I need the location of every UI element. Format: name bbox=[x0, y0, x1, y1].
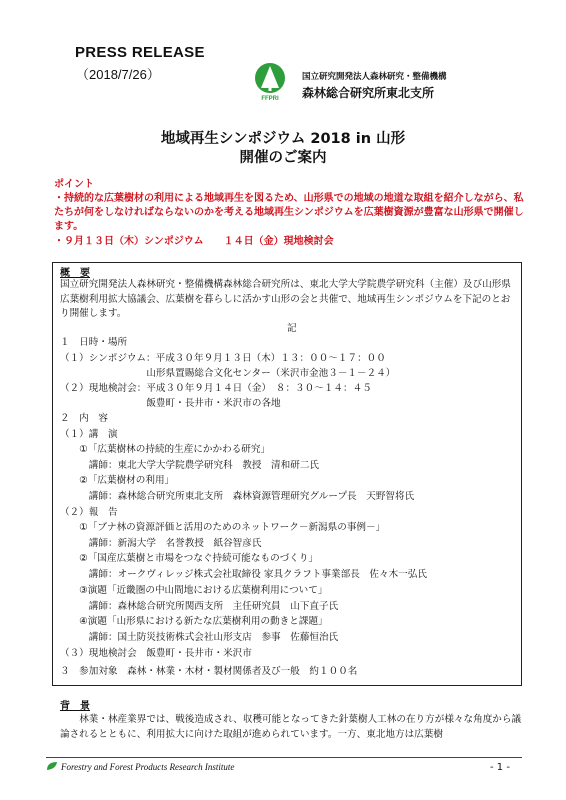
detail-line: 講師：森林総合研究所関西支所 主任研究員 山下直子氏 bbox=[60, 601, 339, 612]
point-body: ・持続的な広葉樹材の利用による地域再生を図るため、山形県での地域の地道な取組を紹介しながら、私たちが何をしなければならないのかを考える地域再生シンポジウムを広葉樹資源が豊富な山形県で開催します。 bbox=[54, 193, 524, 232]
detail-line: ④演題「山形県における新たな広葉樹利用の動きと課題」 bbox=[60, 616, 328, 627]
detail-line: ①「広葉樹林の持続的生産にかかわる研究」 bbox=[60, 444, 271, 455]
detail-line: （３）現地検討会 飯豊町・長井市・米沢市 bbox=[60, 648, 252, 659]
press-release-label: PRESS RELEASE bbox=[75, 44, 205, 61]
ffpri-logo-icon bbox=[253, 62, 287, 102]
background-body: 林業・林産業界では、戦後造成され、収穫可能となってきた針葉樹人工林の在り方が様々な角度から議論されるとともに、利用拡大に向けた取組が進められています。一方、東北地方は広葉樹 bbox=[60, 714, 522, 740]
detail-line: ②「国産広葉樹と市場をつなぐ持続可能なものづくり」 bbox=[60, 553, 319, 564]
detail-line: ２ 内 容 bbox=[60, 413, 108, 424]
point-dates: ・９月１３日（木）シンポジウム １４日（金）現地検討会 bbox=[54, 236, 334, 247]
detail-line: （１）シンポジウム：平成３０年９月１３日（木）１３：００～１７：００ bbox=[60, 353, 386, 364]
footer-institute: Forestry and Forest Products Research Institute bbox=[61, 762, 235, 772]
release-date: （2018/7/26） bbox=[76, 67, 160, 82]
background-heading: 背 景 bbox=[60, 701, 90, 712]
detail-line: ３ 参加対象 森林・林業・木材・製材関係者及び一般 約１００名 bbox=[60, 666, 358, 677]
page-subtitle: 開催のご案内 bbox=[239, 150, 327, 166]
detail-line: （２）現地検討会：平成３０年９月１４日（金） ８：３０～１４：４５ bbox=[60, 383, 372, 394]
leaf-icon bbox=[46, 761, 58, 771]
org-name-line2: 森林総合研究所東北支所 bbox=[302, 86, 435, 100]
overview-intro: 国立研究開発法人森林研究・整備機構森林総合研究所は、東北大学大学院農学研究科（主催）及び山形県広葉樹利用拡大協議会、広葉樹を暮らしに活かす山形の会と共催で、地域再生シンポジウムを下記のとおり開催します。 bbox=[60, 279, 511, 319]
detail-line: ①「ブナ林の資源評価と活用のためのネットワーク－新潟県の事例－」 bbox=[60, 522, 386, 533]
page-number: - 1 - bbox=[490, 762, 510, 773]
detail-line: （２）報 告 bbox=[60, 507, 118, 518]
detail-line: 講師：東北大学大学院農学研究科 教授 清和研二氏 bbox=[60, 460, 320, 471]
logo-text: FFPRI bbox=[261, 96, 279, 102]
detail-line: 飯豊町・長井市・米沢市の各地 bbox=[60, 398, 281, 409]
detail-line: 講師：森林総合研究所東北支所 森林資源管理研究グループ長 天野智将氏 bbox=[60, 491, 415, 502]
detail-line: ③演題「近畿圏の中山間地における広葉樹利用について」 bbox=[60, 585, 328, 596]
ki-mark: 記 bbox=[287, 323, 297, 334]
detail-line: ②「広葉樹材の利用」 bbox=[60, 475, 175, 486]
detail-line: 講師：オークヴィレッジ株式会社取締役 家具クラフト事業部長 佐々木一弘氏 bbox=[60, 569, 427, 580]
footer-divider bbox=[46, 757, 522, 758]
overview-heading: 概 要 bbox=[60, 268, 90, 279]
detail-line: １ 日時・場所 bbox=[60, 337, 128, 348]
org-name-line1: 国立研究開発法人森林研究・整備機構 bbox=[302, 72, 447, 82]
detail-line: 講師：新潟大学 名誉教授 紙谷智彦氏 bbox=[60, 538, 262, 549]
detail-line: 講師：国土防災技術株式会社山形支店 参事 佐藤恒治氏 bbox=[60, 632, 339, 643]
point-heading: ポイント bbox=[54, 179, 94, 190]
page-title: 地域再生シンポジウム 2018 in 山形 bbox=[160, 131, 406, 147]
detail-line: （１）講 演 bbox=[60, 429, 118, 440]
detail-line: 山形県置賜総合文化センター（米沢市金池３－１－２４） bbox=[60, 368, 396, 379]
